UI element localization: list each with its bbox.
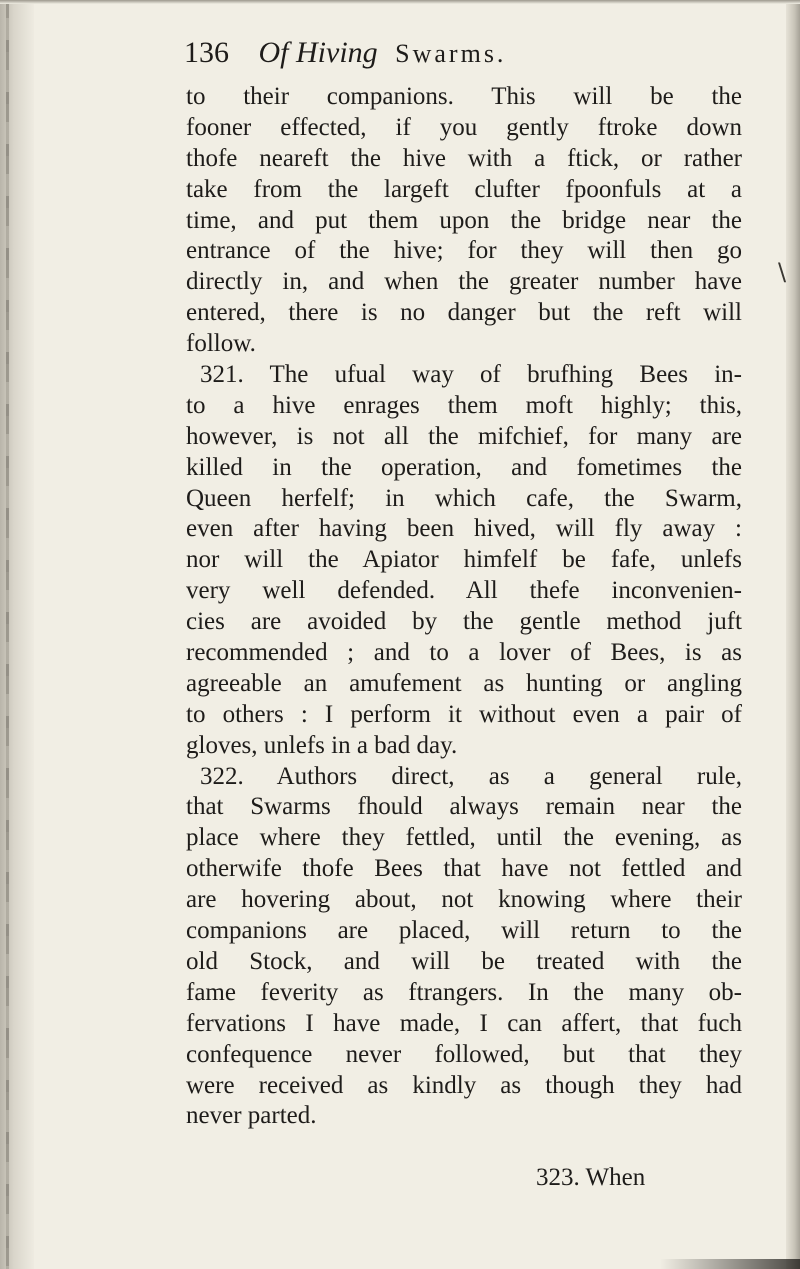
binding-shadow bbox=[6, 0, 9, 1269]
text-line: were received as kindly as though they had bbox=[186, 1071, 742, 1099]
text-line: companions are placed, will return to the bbox=[186, 917, 742, 945]
text-line: fooner effected, if you gently ftroke down bbox=[186, 113, 742, 141]
running-head bbox=[184, 36, 506, 76]
text-line: agreeable an amufement as hunting or angling bbox=[186, 669, 742, 697]
text-line: never parted. bbox=[186, 1102, 317, 1130]
page-edge bbox=[786, 0, 800, 1269]
text-line: killed in the operation, and fometimes the bbox=[186, 453, 742, 481]
text-line: take from the largeft clufter fpoonfuls at a bbox=[186, 175, 742, 203]
text-line: cies are avoided by the gentle method juft bbox=[186, 608, 742, 636]
text-line: fervations I have made, I can affert, that fuch bbox=[186, 1009, 742, 1037]
text-line: time, and put them upon the bridge near the bbox=[186, 206, 742, 234]
text-line: entered, there is no danger but the reft will bbox=[186, 299, 742, 327]
text-line: to a hive enrages them moft highly; this, bbox=[186, 391, 742, 419]
catchword: 323. When bbox=[536, 1164, 646, 1191]
text-line: directly in, and when the greater number have bbox=[186, 268, 742, 296]
text-line: Queen herfelf; in which cafe, the Swarm, bbox=[186, 484, 742, 512]
text-line: place where they fettled, until the evening, as bbox=[186, 824, 742, 852]
text-line: to their companions. This will be the bbox=[186, 83, 742, 110]
running-title: Of Hiving bbox=[258, 36, 378, 69]
text-line: very well defended. All thefe inconvenien- bbox=[186, 577, 742, 605]
text-line: are hovering about, not knowing where their bbox=[186, 886, 742, 914]
text-line: 322. Authors direct, as a general rule, bbox=[200, 762, 742, 790]
top-edge-shadow bbox=[0, 0, 800, 4]
text-line: recommended ; and to a lover of Bees, is as bbox=[186, 639, 742, 667]
text-line: thofe neareft the hive with a ftick, or rather bbox=[186, 144, 742, 172]
body-text bbox=[186, 82, 742, 1132]
text-line: fame feverity as ftrangers. In the many ob- bbox=[186, 978, 742, 1006]
text-line: old Stock, and will be treated with the bbox=[186, 947, 742, 975]
text-line: otherwife thofe Bees that have not fettled and bbox=[186, 855, 742, 883]
text-line: to others : I perform it without even a pair of bbox=[186, 700, 742, 728]
text-line: follow. bbox=[186, 330, 256, 358]
text-line: even after having been hived, will fly away : bbox=[186, 515, 742, 543]
text-line: entrance of the hive; for they will then go bbox=[186, 237, 742, 265]
text-line: gloves, unlefs in a bad day. bbox=[186, 731, 458, 759]
text-line: 321. The ufual way of brufhing Bees in- bbox=[200, 361, 742, 389]
bottom-corner-shadow bbox=[660, 1259, 800, 1269]
running-subject: Swarms. bbox=[395, 39, 507, 68]
text-line: nor will the Apiator himfelf be fafe, unlefs bbox=[186, 546, 742, 574]
text-line: that Swarms fhould always remain near the bbox=[186, 793, 742, 821]
text-line: however, is not all the mifchief, for many are bbox=[186, 422, 742, 450]
margin-mark: \ bbox=[778, 258, 787, 286]
page-number: 136 bbox=[184, 36, 229, 69]
text-line: confequence never followed, but that they bbox=[186, 1040, 742, 1068]
